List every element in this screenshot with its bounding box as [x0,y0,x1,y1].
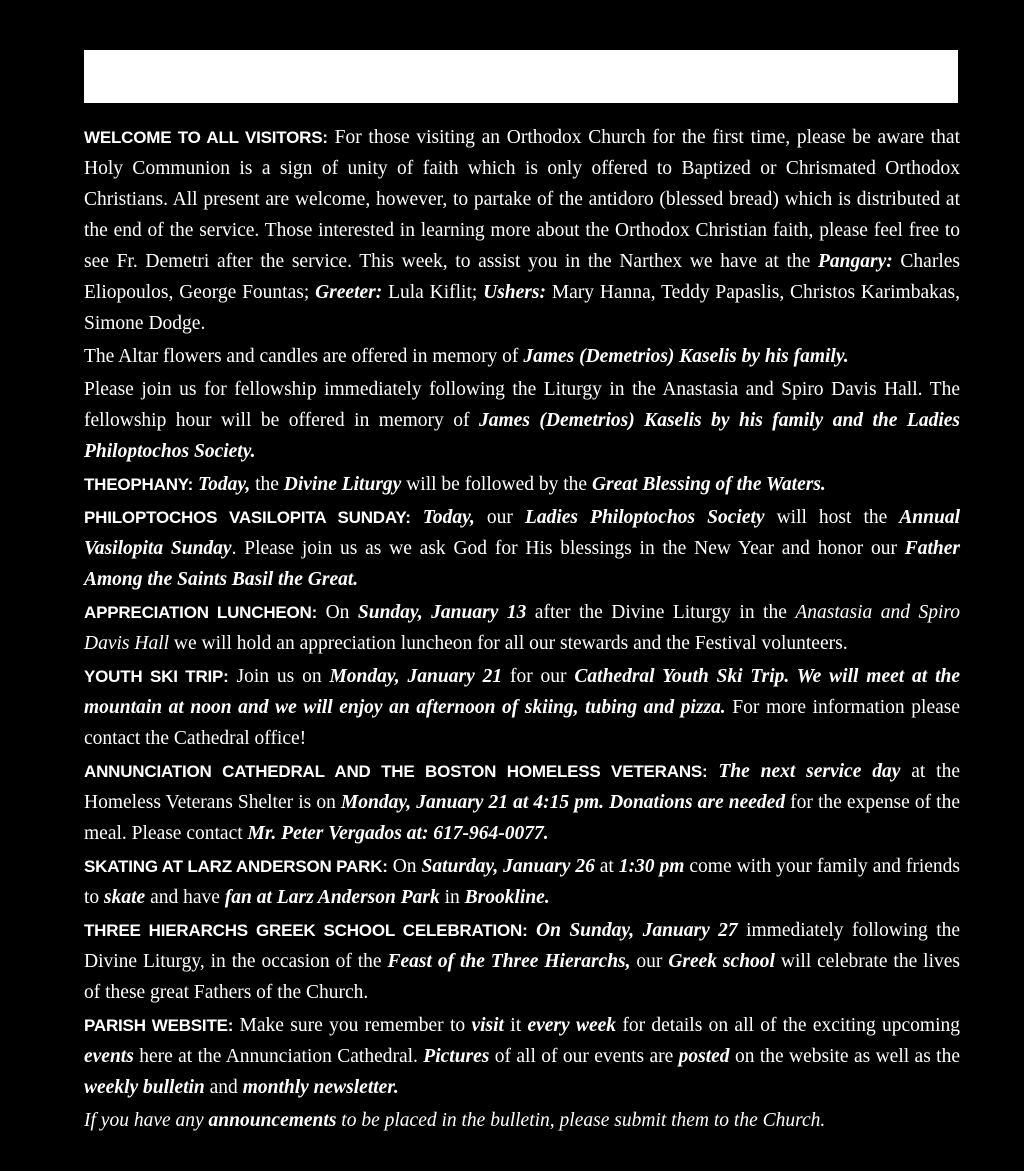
announcement-text: Anastasia and Spiro Davis Hall [84,602,960,654]
announcement-text: On [317,602,358,623]
announcement-text: Greeter: [315,282,383,303]
announcement-text: Today, [198,474,251,495]
announcement-text: and [204,1077,243,1098]
announcement-heading: THREE HIERARCHS GREEK SCHOOL CELEBRATION: [84,921,528,940]
announcement-text [708,761,719,782]
announcement-paragraph [84,341,960,372]
announcement-text: to be placed in the bulletin, please submit them to the Church. [336,1110,826,1131]
announcement-text: Charles Eliopoulos, George Fountas; [84,251,960,303]
announcement-heading: SKATING AT LARZ ANDERSON PARK: [84,857,388,876]
announcement-heading: APPRECIATION LUNCHEON: [84,603,318,622]
announcement-paragraph [84,502,960,595]
announcement-text: Monday, January 21 at 4:15 pm. Donations are needed [340,792,786,813]
announcement-text: Pictures [423,1046,490,1067]
announcement-text [411,507,423,528]
announcement-text: at [594,856,619,877]
announcement-paragraph [84,756,960,849]
announcement-text: Brookline. [464,887,550,908]
announcement-text: Saturday, January 26 [421,856,595,877]
announcement-text: for the expense of the meal. Please contact [84,792,960,844]
announcement-text: The next service day [718,761,901,782]
announcement-text: Join us on [228,666,330,687]
announcement-text: James (Demetrios) Kaselis by his family and the Ladies Philoptochos Society. [84,410,960,462]
announcement-text: will be followed by the [401,474,592,495]
announcement-text: skate [104,887,146,908]
announcement-heading: THEOPHANY: [84,475,194,494]
announcement-text: If you have any [84,1110,209,1131]
announcement-text: will celebrate the lives of these great Fathers of the Church. [84,951,960,1003]
announcement-text: Pangary: [817,251,893,272]
announcement-text: Make sure you remember to [233,1015,472,1036]
announcement-text: after the Divine Liturgy in the [526,602,796,623]
announcement-text: James (Demetrios) Kaselis by his family. [523,346,849,367]
announcement-text: Mary Hanna, Teddy Papaslis, Christos Karimbakas, Simone Dodge. [84,282,960,334]
announcement-text: will host the [764,507,900,528]
announcement-text: Father Among the Saints Basil the Great. [84,538,961,590]
announcement-paragraph [84,122,960,339]
announcement-text: Lula Kiflit; [382,282,484,303]
announcement-text: for our [502,666,575,687]
announcement-text: visit [471,1015,504,1036]
announcement-text: For those visiting an Orthodox Church for the first time, please be aware that Holy Communion is a sign of unity of faith which is only offered to Baptized or Chrismated Orthodox Christians. All present are welcome, however, to partake of the antidoro (blessed bread) which is distributed at the end of the service. Those interested in learning more about the Orthodox Christian faith, please feel free to see Fr. Demetri after the service. This week, to assist you in the Narthex we have at the [84,127,960,272]
announcement-text: monthly newsletter. [242,1077,399,1098]
announcement-text: immediately following the Divine Liturgy, in the occasion of the [84,920,961,972]
announcement-paragraph [84,661,960,754]
announcement-text: and have [145,887,225,908]
announcement-text: the [250,474,284,495]
announcement-text: Divine Liturgy [283,474,402,495]
announcement-paragraph [84,374,960,467]
announcement-text: here at the Annunciation Cathedral. [133,1046,424,1067]
announcement-text: come with your family and friends to [84,856,960,908]
announcement-text: Ushers: [483,282,546,303]
announcement-text: The Altar flowers and candles are offered in memory of [84,346,524,367]
announcement-text: For more information please contact the Cathedral office! [84,697,960,749]
announcement-text: we will hold an appreciation luncheon for all our stewards and the Festival volunteers. [169,633,848,654]
announcement-text: . Please join us as we ask God for His blessings in the New Year and honor our [231,538,905,559]
announcement-text: it [503,1015,528,1036]
announcement-text: on the website as well as the [729,1046,960,1067]
announcement-text: 1:30 pm [618,856,685,877]
announcement-text: Cathedral Youth Ski Trip. We will meet at the mountain at noon and we will enjoy an afternoon of skiing, tubing and pizza. [84,666,960,718]
announcement-paragraph [84,915,960,1008]
announcement-text: Greek school [668,951,775,972]
announcement-text [528,920,536,941]
announcements-body [84,122,960,1138]
header-bar [84,50,958,103]
announcement-text: Mr. Peter Vergados at: 617-964-0077. [247,823,549,844]
announcement-paragraph [84,851,960,913]
announcement-text: of all of our events are [489,1046,679,1067]
announcement-paragraph [84,469,960,500]
announcement-heading: YOUTH SKI TRIP: [84,667,229,686]
announcement-text: at the Homeless Veterans Shelter is on [84,761,961,813]
announcement-text: Annual Vasilopita Sunday [84,507,961,559]
announcement-text: in [439,887,465,908]
announcement-text: our [630,951,669,972]
announcement-paragraph [84,1105,960,1136]
announcement-text: fan at Larz Anderson Park [224,887,440,908]
announcement-text: On Sunday, January 27 [535,920,738,941]
announcement-text: events [84,1046,134,1067]
announcement-heading: PHILOPTOCHOS VASILOPITA SUNDAY: [84,508,411,527]
announcement-text: Great Blessing of the Waters. [591,474,826,495]
announcement-paragraph [84,597,960,659]
announcement-text: Sunday, January 13 [357,602,527,623]
announcement-text: for details on all of the exciting upcoming [616,1015,961,1036]
announcement-heading: PARISH WEBSITE: [84,1016,234,1035]
announcement-text: our [474,507,525,528]
announcement-paragraph [84,1010,960,1103]
announcement-text: Today, [422,507,475,528]
announcement-heading: WELCOME TO ALL VISITORS: [84,128,328,147]
announcement-text: On [387,856,422,877]
announcement-text: Feast of the Three Hierarchs, [387,951,631,972]
announcement-text: every week [527,1015,617,1036]
announcement-heading: ANNUNCIATION CATHEDRAL AND THE BOSTON HOMELESS VETERANS: [84,762,708,781]
announcement-text: Ladies Philoptochos Society [524,507,765,528]
announcement-text: Monday, January 21 [329,666,503,687]
announcement-text: posted [678,1046,730,1067]
announcement-text: Please join us for fellowship immediately following the Liturgy in the Anastasia and Spiro Davis Hall. The fellowship hour will be offered in memory of [84,379,960,431]
announcement-text: announcements [208,1110,337,1131]
announcement-text: weekly bulletin [84,1077,205,1098]
